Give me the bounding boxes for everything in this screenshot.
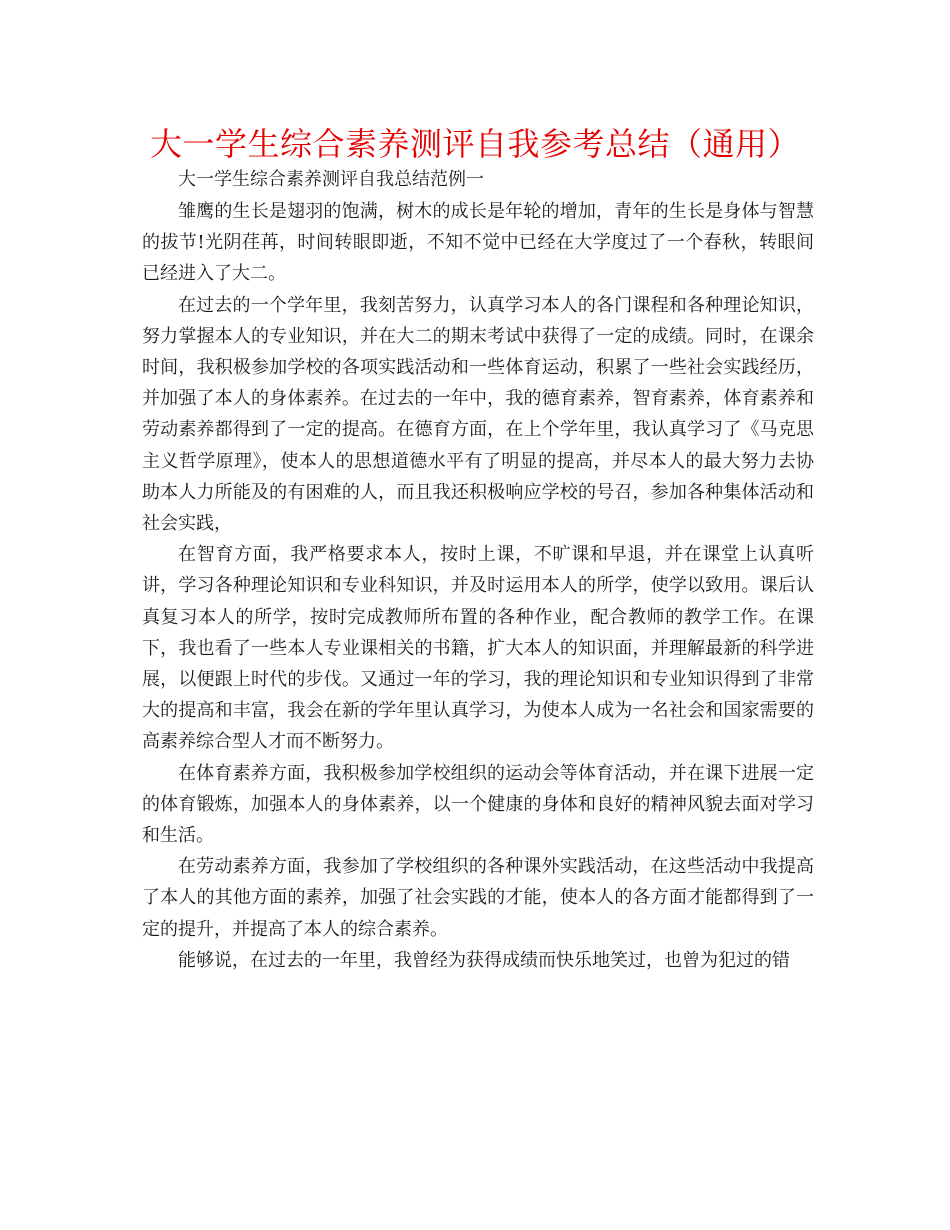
document-body	[142, 164, 814, 976]
document-title: 大一学生综合素养测评自我参考总结（通用）	[149, 125, 800, 163]
paragraph-2: 在过去的一个学年里，我刻苦努力，认真学习本人的各门课程和各种理论知识，努力掌握本人的专业知识，并在大二的期末考试中获得了一定的成绩。同时，在课余时间，我积极参加学校的各项实践活动和一些体育运动，积累了一些社会实践经历，并加强了本人的身体素养。在过去的一年中，我的德育素养，智育素养，体育素养和劳动素养都得到了一定的提高。在德育方面，在上个学年里，我认真学习了《马克思主义哲学原理》，使本人的思想道德水平有了明显的提高，并尽本人的最大努力去协助本人力所能及的有困难的人，而且我还积极响应学校的号召，参加各种集体活动和社会实践，	[142, 294, 814, 535]
paragraph-6: 能够说，在过去的一年里，我曾经为获得成绩而快乐地笑过，也曾为犯过的错	[178, 949, 790, 971]
subheading: 大一学生综合素养测评自我总结范例一	[178, 169, 484, 190]
paragraph-4: 在体育素养方面，我积极参加学校组织的运动会等体育活动，并在课下进展一定的体育锻炼，加强本人的身体素养，以一个健康的身体和良好的精神风貌去面对学习和生活。	[142, 762, 814, 847]
paragraph-1: 雏鹰的生长是翅羽的饱满，树木的成长是年轮的增加，青年的生长是身体与智慧的拔节!光阴荏苒，时间转眼即逝，不知不觉中已经在大学度过了一个春秋，转眼间已经进入了大二。	[142, 201, 814, 285]
paragraph-5: 在劳动素养方面，我参加了学校组织的各种课外实践活动，在这些活动中我提高了本人的其他方面的素养，加强了社会实践的才能，使本人的各方面才能都得到了一定的提升，并提高了本人的综合素养。	[142, 856, 814, 940]
paragraph-3: 在智育方面，我严格要求本人，按时上课，不旷课和早退，并在课堂上认真听讲，学习各种理论知识和专业科知识，并及时运用本人的所学，使学以致用。课后认真复习本人的所学，按时完成教师所布置的各种作业，配合教师的教学工作。在课下，我也看了一些本人专业课相关的书籍，扩大本人的知识面，并理解最新的科学进展，以便跟上时代的步伐。又通过一年的学习，我的理论知识和专业知识得到了非常大的提高和丰富，我会在新的学年里认真学习，为使本人成为一名社会和国家需要的高素养综合型人才而不断努力。	[142, 544, 814, 753]
